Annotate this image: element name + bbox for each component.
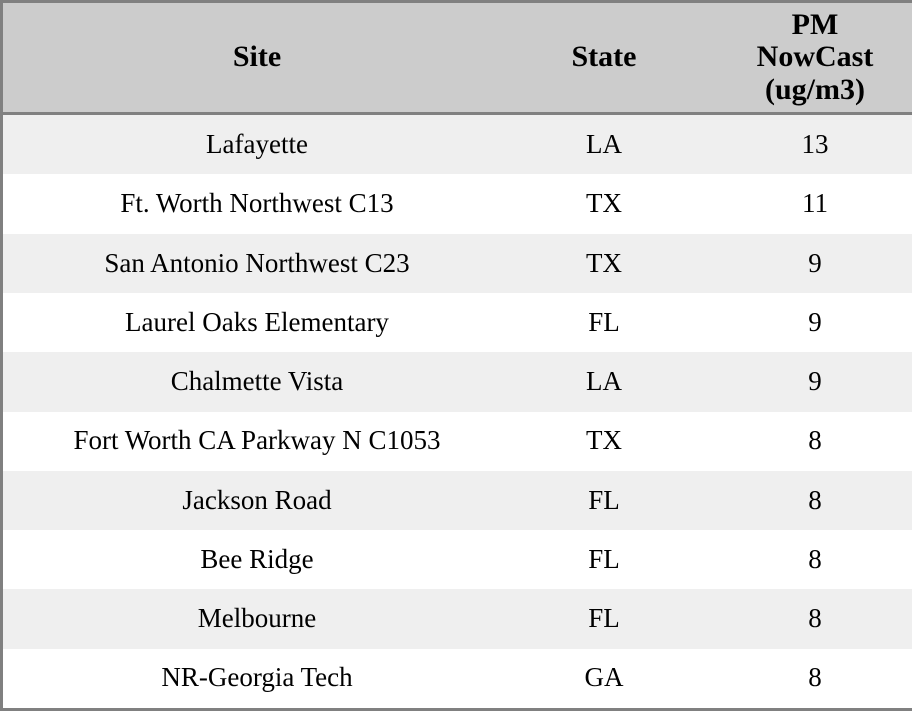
cell-site: Lafayette: [206, 128, 308, 159]
cell-site: Bee Ridge: [200, 543, 314, 574]
cell-pm-nowcast: 8: [808, 484, 822, 515]
table-row: [3, 589, 912, 648]
column-header-site: Site: [3, 3, 511, 114]
table-row: [3, 174, 912, 233]
cell-state: TX: [586, 188, 622, 219]
pm-nowcast-table: [3, 3, 912, 708]
table-header-row: [3, 3, 912, 114]
table-row: [3, 412, 912, 471]
cell-state: LA: [586, 366, 622, 397]
cell-site: Laurel Oaks Elementary: [125, 306, 389, 337]
cell-state: FL: [588, 306, 620, 337]
cell-site: Fort Worth CA Parkway N C1053: [73, 425, 441, 456]
cell-pm-nowcast: 8: [808, 603, 822, 634]
cell-pm-nowcast: 8: [808, 425, 822, 456]
table-row: [3, 234, 912, 293]
cell-state: FL: [588, 603, 620, 634]
cell-state: TX: [586, 247, 622, 278]
cell-site: Chalmette Vista: [170, 366, 344, 397]
cell-state: FL: [588, 484, 620, 515]
table-header: [3, 3, 912, 114]
cell-pm-nowcast: 9: [808, 247, 822, 278]
cell-pm-nowcast: 13: [801, 128, 829, 159]
cell-site: NR-Georgia Tech: [161, 662, 353, 693]
table-row: [3, 114, 912, 175]
cell-state: GA: [584, 662, 624, 693]
table-row: [3, 649, 912, 708]
cell-pm-nowcast: 11: [802, 188, 828, 219]
table-row: [3, 530, 912, 589]
column-header-pm-nowcast-line2: NowCast: [756, 40, 874, 74]
column-header-pm-nowcast-line3: (ug/m3): [765, 72, 865, 106]
cell-pm-nowcast: 8: [808, 662, 822, 693]
column-header-pm-nowcast: [697, 3, 912, 114]
column-header-state: State: [511, 3, 697, 114]
cell-pm-nowcast: 9: [808, 306, 822, 337]
table-body: [3, 114, 912, 708]
cell-pm-nowcast: 9: [808, 366, 822, 397]
table-row: [3, 293, 912, 352]
table-row: [3, 352, 912, 411]
cell-site: San Antonio Northwest C23: [104, 247, 410, 278]
cell-pm-nowcast: 8: [808, 543, 822, 574]
cell-site: Jackson Road: [182, 484, 332, 515]
cell-site: Melbourne: [197, 603, 317, 634]
table-row: [3, 471, 912, 530]
cell-site: Ft. Worth Northwest C13: [120, 188, 394, 219]
column-header-pm-nowcast-line1: PM: [791, 8, 839, 41]
cell-state: TX: [586, 425, 622, 456]
cell-state: LA: [586, 128, 622, 159]
cell-state: FL: [588, 543, 620, 574]
